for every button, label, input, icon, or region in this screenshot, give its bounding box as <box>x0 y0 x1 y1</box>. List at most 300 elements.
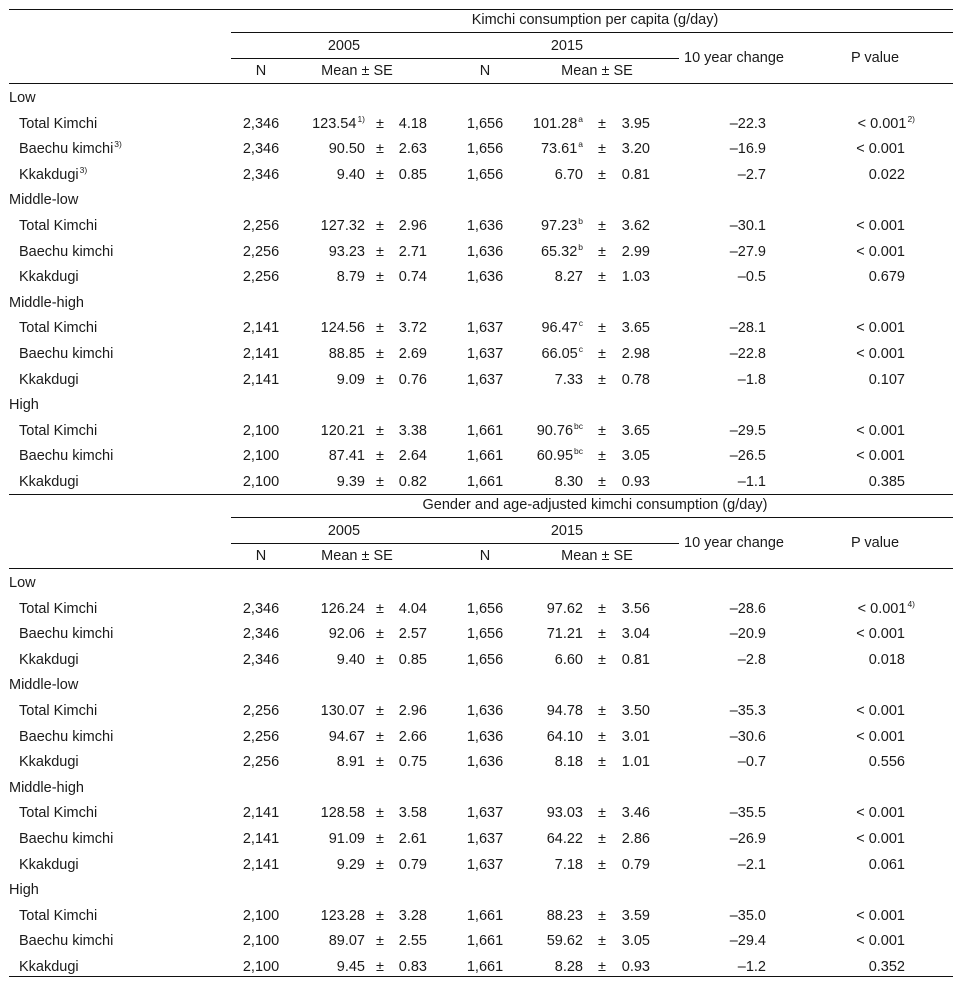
row-item-label <box>19 651 79 669</box>
p-value-text: 0.352 <box>868 959 905 975</box>
p-value <box>869 473 905 491</box>
se-2005-value-text: 0.83 <box>398 959 427 975</box>
plus-minus-symbol: ± <box>598 651 606 668</box>
ten-year-change-value <box>730 702 766 720</box>
plus-minus-symbol: ± <box>598 243 606 260</box>
mean-se-header-2015 <box>561 547 633 565</box>
group-label <box>9 779 84 797</box>
plus-minus-symbol: ± <box>376 218 384 234</box>
ten-year-change-value-text: –35.5 <box>729 805 766 822</box>
n-2015-value <box>467 907 503 925</box>
mean-2005-value-text: 90.50 <box>328 141 365 158</box>
row-item-label <box>19 702 97 720</box>
mean-2015-value-text: 94.78 <box>546 703 583 719</box>
se-2015-value <box>622 166 650 184</box>
mean-2005-value-footnote: 1) <box>357 113 365 124</box>
table-1-title-text: Kimchi consumption per capita (g/day) <box>471 12 719 28</box>
n-2005-value <box>243 856 279 874</box>
ten-year-change-value <box>738 473 766 491</box>
ten-year-change-value-text: –2.8 <box>737 651 766 668</box>
ten-year-change-value-text: –2.7 <box>737 166 766 183</box>
n-2005-value-text: 2,100 <box>242 422 280 439</box>
n-2005-value-text: 2,256 <box>242 243 280 260</box>
table-1-header-rule <box>9 83 953 84</box>
ten-year-change-value <box>730 804 766 822</box>
p-value <box>856 217 905 235</box>
plus-minus-symbol: ± <box>376 600 384 617</box>
row-item-label-text: Kkakdugi <box>19 651 79 668</box>
n-2005-value-text: 2,256 <box>242 703 280 719</box>
row-item-label <box>19 753 79 771</box>
mean-2005-value <box>337 753 365 771</box>
ten-year-change-value <box>730 830 766 848</box>
row-item-label <box>19 319 97 337</box>
n-2015-value <box>467 702 503 720</box>
plus-minus-symbol: ± <box>376 651 384 668</box>
mean-2015-value <box>555 651 583 669</box>
mean-2015-value-text: 64.22 <box>546 831 583 847</box>
se-2005-value <box>399 115 427 133</box>
n-2005-value <box>243 371 279 389</box>
row-item-label-footnote: 3) <box>114 139 122 150</box>
se-2015-value <box>622 830 650 848</box>
se-2015-value-text: 0.93 <box>621 474 650 490</box>
n-2015-value <box>467 115 503 133</box>
plus-minus-symbol: ± <box>376 754 384 771</box>
mean-2005-value <box>337 166 365 184</box>
se-2015-value <box>622 651 650 669</box>
mean-2015-value <box>541 243 583 262</box>
p-value <box>858 115 915 134</box>
n-2015-value <box>467 473 503 491</box>
p-value-footnote: 2) <box>907 113 915 124</box>
year-2005-header-text: 2005 <box>327 523 361 539</box>
mean-2005-value-text: 87.41 <box>328 448 365 465</box>
se-2015-value-text: 3.50 <box>621 703 650 719</box>
p-value-text: < 0.001 <box>857 600 907 617</box>
se-2005-value-text: 0.79 <box>398 856 427 873</box>
se-2015-value-text: 3.01 <box>621 728 650 745</box>
mean-2015-value-text: 64.10 <box>546 728 583 745</box>
plus-minus-symbol: ± <box>376 320 384 337</box>
n-2015-value <box>467 651 503 669</box>
plus-minus-symbol: ± <box>598 320 606 337</box>
mean-2005-value-text: 127.32 <box>320 218 365 234</box>
n-2005-value-text: 2,100 <box>242 448 280 465</box>
mean-2005-value-text: 9.45 <box>336 959 365 975</box>
plus-minus-symbol: ± <box>376 805 384 822</box>
row-item-label <box>19 243 113 261</box>
plus-minus-symbol: ± <box>598 856 606 873</box>
mean-2015-value-text: 97.23 <box>540 218 578 234</box>
mean-2005-value-text: 123.28 <box>320 907 365 924</box>
row-item-label-text: Baechu kimchi <box>19 626 114 643</box>
p-value <box>856 422 905 440</box>
mean-2015-value-footnote: c <box>578 318 583 329</box>
mean-2015-value <box>547 600 583 618</box>
n-header-2015-text: N <box>479 548 491 564</box>
ten-year-change-value-text: –0.5 <box>737 269 766 286</box>
n-2015-value-text: 1,637 <box>466 805 504 822</box>
mean-2015-value-footnote: bc <box>574 420 583 431</box>
row-item-label-text: Total Kimchi <box>19 703 98 719</box>
mean-2005-value-text: 93.23 <box>328 243 365 260</box>
mean-2005-value <box>337 371 365 389</box>
mean-2005-value <box>329 243 365 261</box>
plus-minus-symbol: ± <box>598 728 606 745</box>
mean-se-header-2015-text: Mean ± SE <box>561 548 633 564</box>
ten-year-change-value <box>730 345 766 363</box>
ten-year-change-value-text: –29.5 <box>729 422 766 439</box>
mean-2005-value-text: 120.21 <box>320 422 365 439</box>
n-2015-value-text: 1,656 <box>466 166 504 183</box>
ten-year-change-value-text: –22.3 <box>729 115 766 132</box>
mean-2015-value-text: 8.28 <box>554 959 583 975</box>
p-value-text: < 0.001 <box>856 141 905 158</box>
se-2015-value-text: 3.62 <box>621 218 650 234</box>
se-2015-value <box>622 268 650 286</box>
mean-2015-value <box>547 830 583 848</box>
mean-2005-value-text: 92.06 <box>328 626 365 643</box>
se-2005-value-text: 2.63 <box>398 141 427 158</box>
n-2015-value-text: 1,661 <box>466 474 504 490</box>
n-header-2015-text: N <box>479 63 491 79</box>
mean-2005-value <box>329 345 365 363</box>
row-item-label-text: Total Kimchi <box>19 805 98 822</box>
year-2015-rule <box>455 543 679 544</box>
n-2005-value-text: 2,256 <box>242 728 280 745</box>
row-item-label <box>19 728 113 746</box>
p-value <box>856 319 905 337</box>
se-2005-value-text: 3.58 <box>398 805 427 822</box>
n-2005-value <box>243 651 279 669</box>
row-item-label-text: Total Kimchi <box>19 422 98 439</box>
plus-minus-symbol: ± <box>376 626 384 643</box>
mean-2005-value-text: 94.67 <box>328 728 365 745</box>
ten-year-change-value-text: –1.1 <box>737 474 766 490</box>
n-2005-value-text: 2,346 <box>242 600 280 617</box>
plus-minus-symbol: ± <box>376 831 384 847</box>
mean-2005-value <box>321 600 365 618</box>
n-2005-value-text: 2,141 <box>242 805 280 822</box>
se-2015-value <box>622 115 650 133</box>
p-value <box>856 728 905 746</box>
mean-2005-value-text: 8.91 <box>336 754 365 771</box>
plus-minus-symbol: ± <box>598 448 606 465</box>
table-1-title <box>472 11 719 29</box>
ten-year-change-value <box>738 371 766 389</box>
ten-year-change-value-text: –0.7 <box>737 754 766 771</box>
se-2015-value-text: 3.05 <box>621 933 650 950</box>
n-2015-value-text: 1,637 <box>466 320 504 337</box>
row-item-label <box>19 345 113 363</box>
mean-2005-value-text: 89.07 <box>328 933 365 950</box>
mean-2015-value <box>537 422 583 441</box>
ten-year-change-value <box>730 728 766 746</box>
n-2005-value-text: 2,100 <box>242 959 280 975</box>
ten-year-change-value <box>730 243 766 261</box>
ten-year-change-value-text: –27.9 <box>729 243 766 260</box>
year-2005-header-text: 2005 <box>327 38 361 54</box>
table-2-top-rule <box>9 494 953 495</box>
se-2015-value-text: 0.81 <box>621 166 650 183</box>
p-value-text: < 0.001 <box>856 218 905 234</box>
plus-minus-symbol: ± <box>376 141 384 158</box>
mean-2005-value <box>321 422 365 440</box>
n-2015-value <box>467 371 503 389</box>
mean-2005-value <box>329 728 365 746</box>
mean-2005-value-text: 91.09 <box>328 831 365 847</box>
mean-2015-value-footnote: a <box>578 113 583 124</box>
n-2005-value <box>243 753 279 771</box>
se-2005-value-text: 2.55 <box>398 933 427 950</box>
mean-se-header-2005-text: Mean ± SE <box>321 63 393 79</box>
ten-year-change-value <box>730 422 766 440</box>
row-item-label <box>19 473 79 491</box>
n-2015-value <box>467 422 503 440</box>
mean-2015-value-footnote: b <box>578 241 583 252</box>
ten-year-change-header-text: 10 year change <box>684 535 784 551</box>
se-2005-value <box>399 140 427 158</box>
n-2015-value <box>467 753 503 771</box>
p-value-text: < 0.001 <box>857 115 907 132</box>
se-2015-value <box>622 140 650 158</box>
plus-minus-symbol: ± <box>598 703 606 719</box>
n-2015-value <box>467 268 503 286</box>
n-2015-value <box>467 856 503 874</box>
se-2015-value-text: 3.65 <box>621 320 650 337</box>
p-value <box>869 958 905 976</box>
p-value <box>856 702 905 720</box>
mean-2015-value-footnote: a <box>578 139 583 150</box>
p-value-text: < 0.001 <box>856 626 905 643</box>
n-2015-value <box>467 243 503 261</box>
p-value-text: 0.061 <box>868 856 905 873</box>
mean-2015-value-footnote: c <box>578 344 583 354</box>
ten-year-change-value <box>730 907 766 925</box>
p-value-text: 0.022 <box>868 166 905 183</box>
mean-2015-value-text: 97.62 <box>546 600 583 617</box>
ten-year-change-value <box>738 958 766 976</box>
plus-minus-symbol: ± <box>598 115 606 132</box>
mean-2005-value <box>321 319 365 337</box>
p-value-footnote: 4) <box>907 598 915 609</box>
se-2015-value <box>622 319 650 337</box>
plus-minus-symbol: ± <box>376 474 384 490</box>
n-2015-value-text: 1,661 <box>466 933 504 950</box>
se-2005-value-text: 2.61 <box>398 831 427 847</box>
row-item-label <box>19 140 122 159</box>
se-2015-value-text: 3.04 <box>621 626 650 643</box>
group-label-text: Low <box>9 90 36 106</box>
n-2015-value-text: 1,637 <box>466 346 504 362</box>
n-2015-value-text: 1,636 <box>466 728 504 745</box>
n-2005-value <box>243 804 279 822</box>
group-label-text: Middle-low <box>9 677 79 694</box>
se-2015-value <box>622 728 650 746</box>
n-2005-value <box>243 422 279 440</box>
se-2005-value <box>399 856 427 874</box>
n-2005-value-text: 2,256 <box>242 754 280 771</box>
n-2005-value <box>243 345 279 363</box>
row-item-label-text: Total Kimchi <box>19 907 98 924</box>
ten-year-change-header-text: 10 year change <box>684 50 784 66</box>
p-value <box>856 932 905 950</box>
n-2005-value <box>243 268 279 286</box>
mean-2015-value <box>541 319 583 338</box>
p-value-text: < 0.001 <box>856 805 905 822</box>
mean-se-header-2005-text: Mean ± SE <box>321 548 393 564</box>
mean-2015-value <box>555 856 583 874</box>
row-item-label <box>19 932 113 950</box>
ten-year-change-value-text: –35.3 <box>729 703 766 719</box>
year-2005-header <box>328 522 360 540</box>
row-item-label-text: Baechu kimchi <box>19 831 114 847</box>
ten-year-change-value-text: –28.1 <box>729 320 766 337</box>
year-2015-rule <box>455 58 679 59</box>
ten-year-change-value <box>738 268 766 286</box>
mean-2015-value-text: 101.28 <box>532 115 578 132</box>
se-2005-value-text: 2.57 <box>398 626 427 643</box>
se-2005-value <box>399 753 427 771</box>
row-item-label <box>19 447 113 465</box>
row-item-label <box>19 600 97 618</box>
p-value-header-text: P value <box>850 535 900 551</box>
n-2015-value-text: 1,636 <box>466 218 504 234</box>
se-2015-value <box>622 804 650 822</box>
ten-year-change-value-text: –1.8 <box>737 371 766 388</box>
row-item-label <box>19 371 79 389</box>
plus-minus-symbol: ± <box>598 141 606 158</box>
n-2005-value-text: 2,141 <box>242 856 280 873</box>
n-2015-value <box>467 140 503 158</box>
mean-2005-value-text: 9.40 <box>336 651 365 668</box>
mean-2005-value <box>337 651 365 669</box>
n-2005-value <box>243 319 279 337</box>
se-2005-value <box>399 243 427 261</box>
plus-minus-symbol: ± <box>376 115 384 132</box>
se-2015-value-text: 3.20 <box>621 141 650 158</box>
se-2005-value <box>399 217 427 235</box>
n-2015-value-text: 1,656 <box>466 651 504 668</box>
ten-year-change-value-text: –28.6 <box>729 600 766 617</box>
group-label <box>9 574 36 592</box>
mean-2005-value-text: 9.09 <box>336 371 365 388</box>
ten-year-change-value-text: –30.6 <box>729 728 766 745</box>
n-2005-value <box>243 115 279 133</box>
mean-2005-value <box>321 804 365 822</box>
row-item-label-text: Kkakdugi <box>19 959 79 975</box>
se-2015-value-text: 3.56 <box>621 600 650 617</box>
mean-2005-value <box>321 702 365 720</box>
n-2005-value <box>243 830 279 848</box>
mean-2015-value-text: 73.61 <box>540 141 578 158</box>
n-header-2005 <box>256 62 266 80</box>
se-2015-value-text: 0.93 <box>621 959 650 975</box>
n-2015-value <box>467 319 503 337</box>
se-2015-value <box>622 345 650 363</box>
mean-2005-value <box>312 115 365 134</box>
ten-year-change-header <box>684 534 784 552</box>
p-value <box>858 600 915 619</box>
n-2015-value-text: 1,656 <box>466 626 504 643</box>
plus-minus-symbol: ± <box>376 933 384 950</box>
p-value-text: < 0.001 <box>856 831 905 847</box>
p-value <box>856 804 905 822</box>
n-2005-value-text: 2,256 <box>242 218 280 234</box>
se-2015-value-text: 1.01 <box>621 754 650 771</box>
group-label-text: High <box>9 882 39 899</box>
n-2005-value-text: 2,141 <box>242 320 280 337</box>
ten-year-change-value <box>730 625 766 643</box>
mean-2015-value <box>547 702 583 720</box>
mean-2015-value-text: 90.76 <box>536 422 574 439</box>
n-2005-value <box>243 600 279 618</box>
n-2015-value <box>467 447 503 465</box>
row-item-label <box>19 830 113 848</box>
se-2005-value-text: 0.82 <box>398 474 427 490</box>
p-value-text: < 0.001 <box>856 346 905 362</box>
n-2015-value-text: 1,656 <box>466 141 504 158</box>
mean-2005-value-text: 9.29 <box>336 856 365 873</box>
plus-minus-symbol: ± <box>598 600 606 617</box>
n-2015-value-text: 1,637 <box>466 371 504 388</box>
se-2015-value <box>622 907 650 925</box>
n-2005-value-text: 2,141 <box>242 371 280 388</box>
ten-year-change-value <box>730 600 766 618</box>
ten-year-change-value <box>730 115 766 133</box>
se-2015-value <box>622 422 650 440</box>
n-2005-value <box>243 907 279 925</box>
se-2005-value-text: 0.85 <box>398 166 427 183</box>
ten-year-change-value-text: –2.1 <box>737 856 766 873</box>
se-2005-value <box>399 345 427 363</box>
mean-2005-value-text: 130.07 <box>320 703 365 719</box>
mean-2015-value-text: 8.18 <box>554 754 583 771</box>
mean-2005-value-text: 124.56 <box>320 320 365 337</box>
p-value-text: 0.679 <box>868 269 905 286</box>
n-2015-value <box>467 804 503 822</box>
se-2005-value-text: 4.04 <box>398 600 427 617</box>
p-value <box>856 243 905 261</box>
se-2005-value-text: 0.76 <box>398 371 427 388</box>
table-1-top-rule <box>9 9 953 10</box>
n-2015-value <box>467 625 503 643</box>
ten-year-change-value-text: –26.5 <box>729 448 766 465</box>
row-item-label-text: Baechu kimchi <box>19 243 114 260</box>
se-2015-value-text: 1.03 <box>621 269 650 286</box>
mean-2015-value-text: 8.27 <box>554 269 583 286</box>
n-2005-value-text: 2,346 <box>242 115 280 132</box>
row-item-label <box>19 804 97 822</box>
se-2005-value <box>399 830 427 848</box>
row-item-label <box>19 422 97 440</box>
year-2005-header <box>328 37 360 55</box>
group-label <box>9 89 36 107</box>
n-2015-value-text: 1,636 <box>466 703 504 719</box>
p-value <box>856 830 905 848</box>
n-2015-value-text: 1,661 <box>466 959 504 975</box>
row-item-label-text: Baechu kimchi <box>19 141 114 158</box>
plus-minus-symbol: ± <box>598 371 606 388</box>
n-2015-value-text: 1,637 <box>466 831 504 847</box>
ten-year-change-value-text: –20.9 <box>729 626 766 643</box>
mean-2005-value <box>329 140 365 158</box>
n-2005-value <box>243 166 279 184</box>
row-item-label-text: Kkakdugi <box>19 166 79 183</box>
plus-minus-symbol: ± <box>376 346 384 362</box>
mean-2005-value-text: 8.79 <box>336 269 365 286</box>
